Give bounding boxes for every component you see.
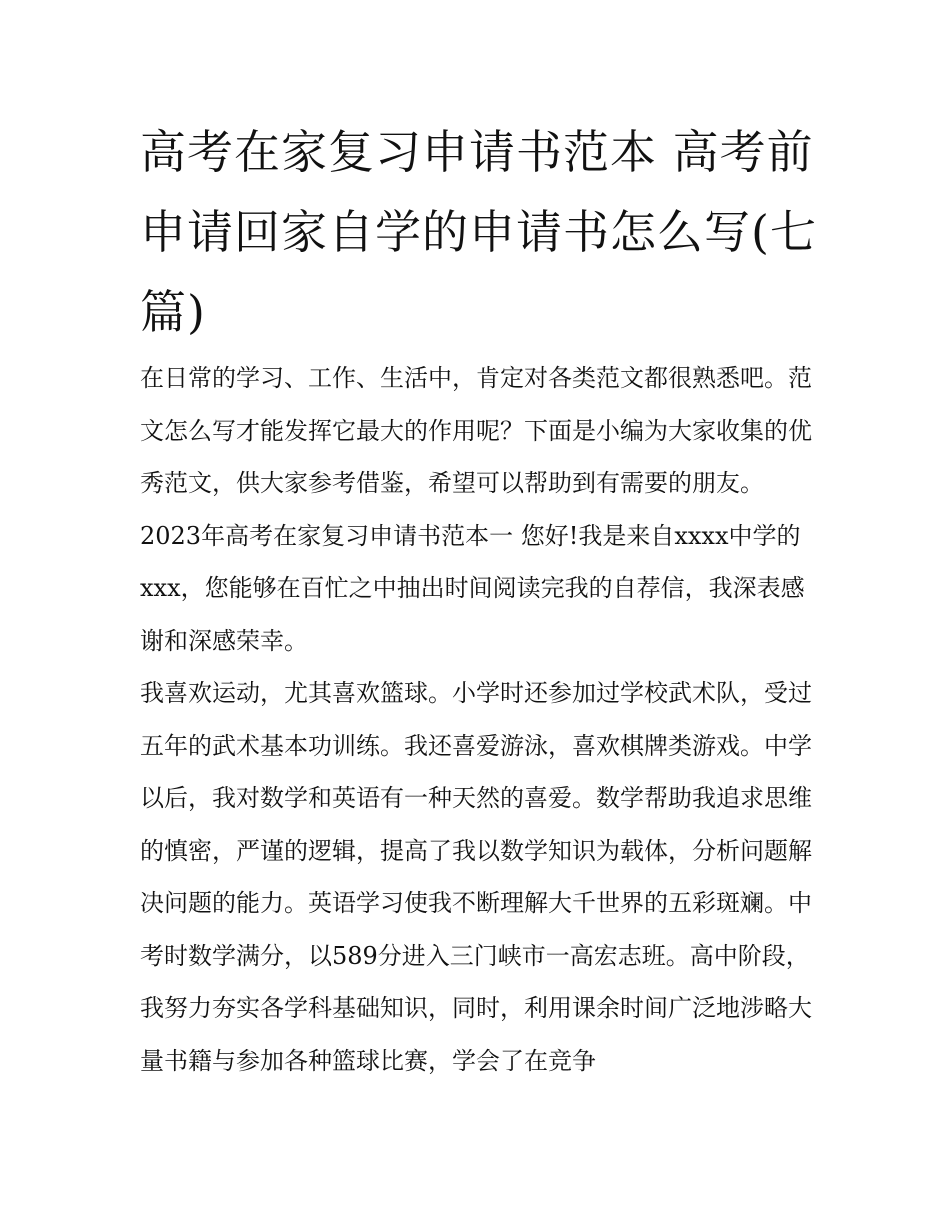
document-body xyxy=(140,352,820,1087)
paragraph-intro: 在日常的学习、工作、生活中，肯定对各类范文都很熟悉吧。范文怎么写才能发挥它最大的作用呢？下面是小编为大家收集的优秀范文，供大家参考借鉴，希望可以帮助到有需要的朋友。 xyxy=(140,364,812,497)
document-title: 高考在家复习申请书范本 高考前申请回家自学的申请书怎么写(七篇) xyxy=(140,125,817,339)
paragraph-self-introduction: 我喜欢运动，尤其喜欢篮球。小学时还参加过学校武术队，受过五年的武术基本功训练。我还喜爱游泳，喜欢棋牌类游戏。中学以后，我对数学和英语有一种天然的喜爱。数学帮助我追求思维的慎密，严谨的逻辑，提高了我以数学知识为载体，分析问题解决问题的能力。英语学习使我不断理解大千世界的五彩斑斓。中考时数学满分，以589分进入三门峡市一高宏志班。高中阶段，我努力夯实各学科基础知识，同时，利用课余时间广泛地涉略大量书籍与参加各种篮球比赛，学会了在竞争 xyxy=(140,679,812,1075)
paragraph-greeting: 2023年高考在家复习申请书范本一 您好!我是来自xxxx中学的xxx，您能够在百忙之中抽出时间阅读完我的自荐信，我深表感谢和深感荣幸。 xyxy=(140,521,805,655)
